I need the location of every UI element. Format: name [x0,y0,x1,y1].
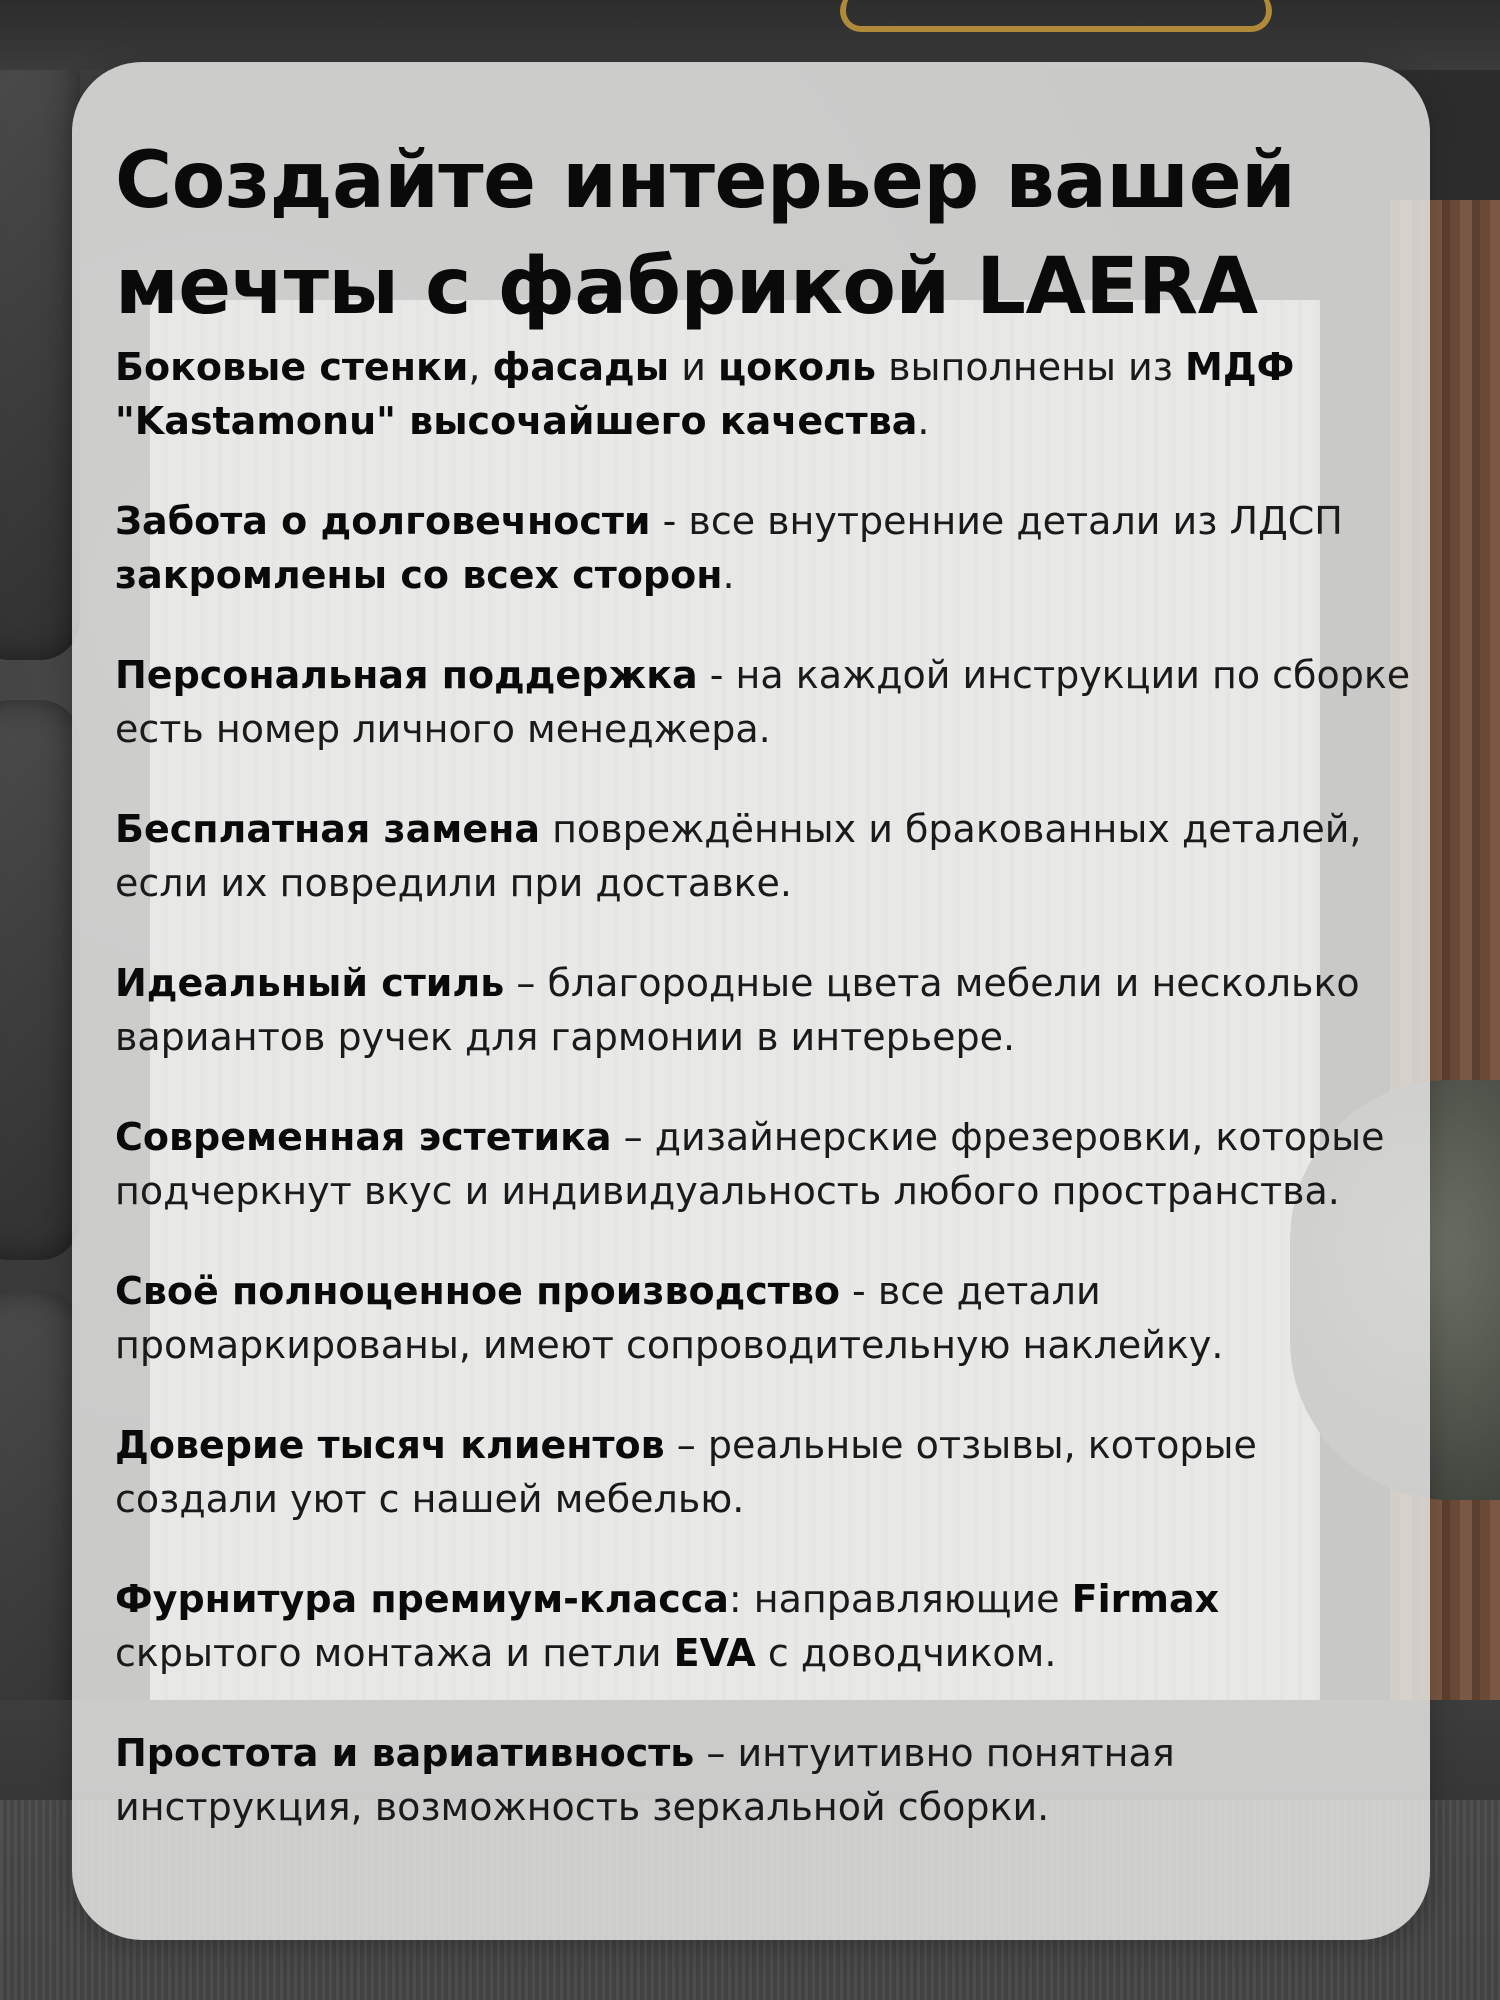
feature-highlight: Идеальный стиль [115,961,505,1005]
feature-text: - все внутренние детали из ЛДСП [650,499,1343,543]
feature-item [115,1572,1415,1680]
feature-item [115,494,1415,602]
feature-highlight: EVA [673,1631,756,1675]
feature-item [115,648,1415,756]
feature-highlight: Современная эстетика [115,1115,612,1159]
feature-text: скрытого монтажа и петли [115,1631,674,1675]
feature-highlight: Простота и вариативность [115,1731,695,1775]
feature-list [115,340,1415,1880]
feature-highlight: Персональная поддержка [115,653,698,697]
feature-highlight: Своё полноценное производство [115,1269,840,1313]
feature-text: – дизайнерские фрезеровки, которые подчеркнут вкус и индивидуальность любого пространства. [115,1115,1385,1213]
feature-highlight: Доверие тысяч клиентов [115,1423,665,1467]
wall-panel [0,700,80,1260]
feature-highlight: МДФ "Kastamonu" высочайшего качества [115,345,1295,443]
ceiling [0,0,1500,70]
headline [115,128,1415,340]
feature-highlight: фасады [492,345,670,389]
feature-highlight: Боковые стенки [115,345,469,389]
feature-item [115,1726,1415,1834]
feature-text: выполнены из [876,345,1186,389]
feature-text: - все детали промаркированы, имеют сопроводительную наклейку. [115,1269,1224,1367]
feature-highlight: цоколь [717,345,877,389]
feature-text: – реальные отзывы, которые создали уют с нашей мебелью. [115,1423,1257,1521]
feature-text: и [669,345,718,389]
feature-text: - на каждой инструкции по сборке есть номер личного менеджера. [115,653,1411,751]
feature-text: : направляющие [728,1577,1072,1621]
feature-highlight: Firmax [1071,1577,1220,1621]
ceiling-lamp [840,0,1272,32]
headline-line-1: Создайте интерьер вашей [115,136,1296,226]
feature-item [115,1264,1415,1372]
feature-item [115,1110,1415,1218]
feature-highlight: Бесплатная замена [115,807,540,851]
feature-text: , [468,345,493,389]
feature-text: – благородные цвета мебели и несколько вариантов ручек для гармонии в интерьере. [115,961,1360,1059]
feature-item [115,340,1415,448]
feature-highlight: Забота о долговечности [115,499,651,543]
feature-text: с доводчиком. [755,1631,1057,1675]
feature-text: – интуитивно понятная инструкция, возможность зеркальной сборки. [115,1731,1175,1829]
feature-text: . [722,553,735,597]
wall-panel [0,40,80,660]
headline-line-2: мечты с фабрикой LAERA [115,242,1258,332]
feature-item [115,1418,1415,1526]
feature-text: повреждённых и бракованных деталей, если их повредили при доставке. [115,807,1362,905]
feature-highlight: закромлены со всех сторон [115,553,723,597]
feature-text: . [917,399,930,443]
feature-highlight: Фурнитура премиум-класса [115,1577,729,1621]
feature-item [115,802,1415,910]
feature-item [115,956,1415,1064]
